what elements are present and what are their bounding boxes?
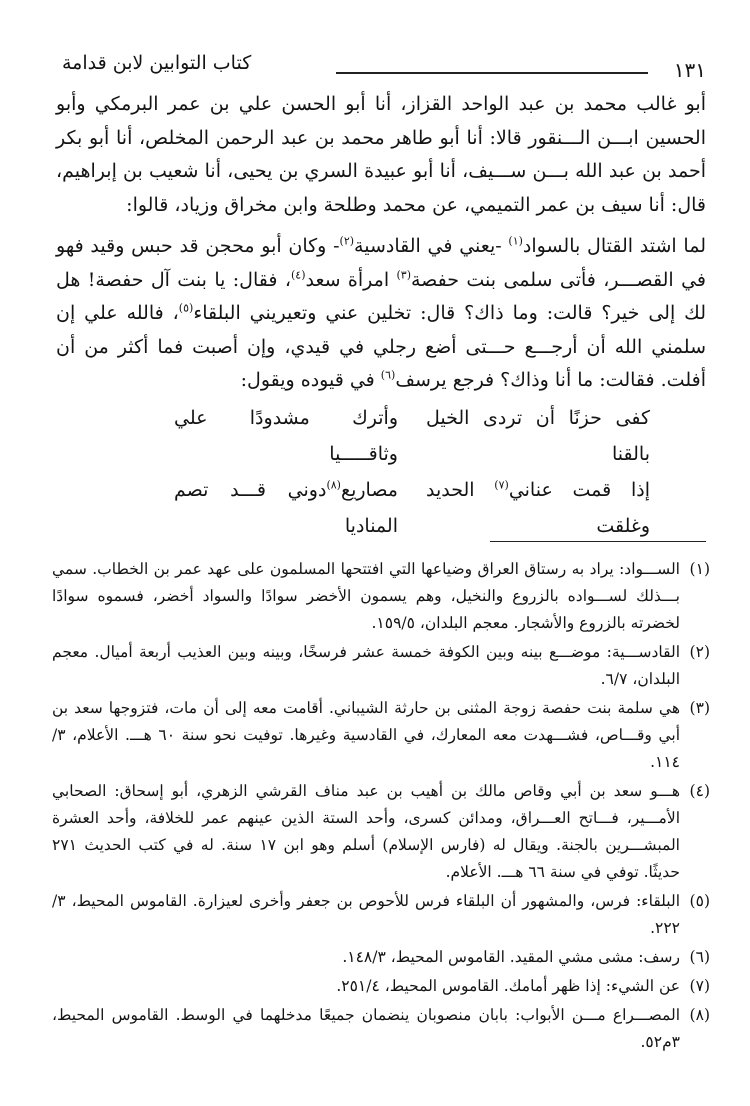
footnote-number: (٢) <box>689 643 710 661</box>
text-segment: إذا قمت عناني <box>508 478 650 501</box>
page-header <box>56 44 706 84</box>
verse-first-hemistich <box>426 400 650 472</box>
footnote-item <box>52 778 710 886</box>
footnote-text: رسف: مشى مشي المقيد. القاموس المحيط، ١٤٨/٣. <box>342 948 680 966</box>
footnote-text: المصـــراع مـــن الأبواب: بابان منصوبان ينضمان جميعًا مدخلهما في الوسط. القاموس المحيط، ٣م٥٢. <box>52 1006 680 1051</box>
poem <box>56 400 706 544</box>
footnote-item <box>52 888 710 942</box>
footnote-number: (٧) <box>689 977 710 995</box>
isnad-paragraph: أبو غالب محمد بن عبد الواحد القزاز، أنا أبو الحسن علي بن عمر البرمكي وأبو الحسين ابـــن الـــنقور قالا: أنا أبو طاهر محمد بن عبد الرحمن المخلص، أنا أبو بكر أحمد بن عبد الله بـــن ســـيف، أنا أبو عبيدة السري بن يحيى، أنا شعيب بن إبراهيم، قال: أنا سيف بن عمر التميمي، عن محمد وطلحة وابن مخراق وزياد، قالوا: <box>56 93 706 216</box>
footnote-reference: (٣) <box>396 268 411 282</box>
footnote-number: (٦) <box>689 948 710 966</box>
footnote-number: (٨) <box>689 1006 710 1024</box>
footnote-item <box>52 556 710 637</box>
main-text <box>56 88 706 544</box>
footnote-reference: (٨) <box>326 478 341 492</box>
footnote-text: هي سلمة بنت حفصة زوجة المثنى بن حارثة الشيباني. أقامت معه إلى أن مات، فتزوجها سعد بن أبي وقـــاص، فشـــهدت معه المعارك، في القادسية وغيرها. توفيت نحو سنة ٦٠ هـــ. الأعلام، ٣/ ١١٤. <box>52 699 680 771</box>
text-segment: مصاريع <box>340 478 398 501</box>
text-segment: دوني قـــد تصم المناديا <box>174 478 398 537</box>
footnote-reference: (١) <box>508 234 523 248</box>
text-segment: وأترك مشدودًا علي وثاقـــــيا <box>174 406 398 465</box>
story-paragraph <box>56 230 706 398</box>
text-segment: الحديد وغلقت <box>426 478 650 537</box>
footnote-item <box>52 639 710 693</box>
text-segment: - وكان أبو محجن قد حبس وقيد فهو في القصـــر، فأتى سلمى بنت حفصة <box>56 235 706 291</box>
footnote-reference: (٧) <box>494 478 509 492</box>
footnote-reference: (٤) <box>290 268 306 282</box>
verse-second-hemistich <box>174 400 398 472</box>
footnote-number: (٥) <box>689 892 710 910</box>
footnote-text: الســـواد: يراد به رستاق العراق وضياعها التي افتتحها المسلمون على عهد عمر بن الخطاب. سمي بـــذلك لســـواده بالزروع والنخيل، وهم يسمون الأخضر سوادًا والسواد أخضر، فسموه سوادًا لخضرته بالزروع والأشجار. معجم البلدان، ١٥٩/٥. <box>52 560 680 632</box>
footnote-reference: (٢) <box>339 234 355 248</box>
text-segment: امرأة سعد <box>305 268 397 291</box>
footnote-reference: (٥) <box>178 301 194 315</box>
footnote-rule <box>490 541 706 542</box>
footnotes <box>52 556 710 1058</box>
page-number: ١٣١ <box>673 58 706 82</box>
poem-verse <box>56 400 706 472</box>
footnote-text: القادســـية: موضـــع بينه وبين الكوفة خمسة عشر فرسخًا، وبينه وبين العذيب أربعة أميال. معجم البلدان، ٦/٧. <box>52 643 680 688</box>
verse-second-hemistich <box>174 472 398 544</box>
footnote-number: (١) <box>689 560 710 578</box>
footnote-item <box>52 1002 710 1056</box>
text-segment: في قيوده ويقول: <box>240 369 381 391</box>
text-segment: -يعني في القادسية <box>354 235 509 257</box>
footnote-reference: (٦) <box>380 368 396 382</box>
header-rule <box>336 72 648 74</box>
text-segment: ، فقال: يا بنت آل حفصة! هل لك إلى خير؟ قالت: وما ذاك؟ قال: تخلين عني وتعيريني البلقاء <box>56 268 706 324</box>
footnote-item <box>52 944 710 971</box>
footnote-number: (٤) <box>689 782 710 800</box>
book-title: كتاب التوابين لابن قدامة <box>62 52 252 74</box>
footnote-number: (٣) <box>689 699 710 717</box>
text-segment: لما اشتد القتال بالسواد <box>522 235 706 257</box>
text-segment: ، فالله علي إن سلمني الله أن أرجـــع حـــتى أضع رجلي في قيدي، وإن أصبت فما أكثر من أن أفلت. فقالت: ما أنا وذاك؟ فرجع يرسف <box>56 302 706 391</box>
text-segment: كفى حزنًا أن تردى الخيل بالقنا <box>426 406 650 465</box>
footnote-text: عن الشيء: إذا ظهر أمامك. القاموس المحيط، ٢٥١/٤. <box>336 977 680 995</box>
footnote-item <box>52 695 710 776</box>
footnote-text: هـــو سعد بن أبي وقاص مالك بن أهيب بن عبد مناف القرشي الزهري، أبو إسحاق: الصحابي الأمـــير، فـــاتح العـــراق، ومدائن كسرى، وأحد الستة الذين عينهم عمر للخلافة، وأحد العشرة المبشـــرين بالجنة. ويقال له (فارس الإسلام) أسلم وهو ابن ١٧ سنة. له في كتب الحديث ٢٧١ حديثًا. توفي في سنة ٦٦ هـــ. الأعلام. <box>52 782 680 881</box>
verse-first-hemistich <box>426 472 650 544</box>
poem-verse <box>56 472 706 544</box>
footnote-text: البلقاء: فرس، والمشهور أن البلقاء فرس للأحوص بن جعفر وأخرى لعيزارة. القاموس المحيط، ٣/ ٢٢٢. <box>52 892 680 937</box>
footnote-item <box>52 973 710 1000</box>
